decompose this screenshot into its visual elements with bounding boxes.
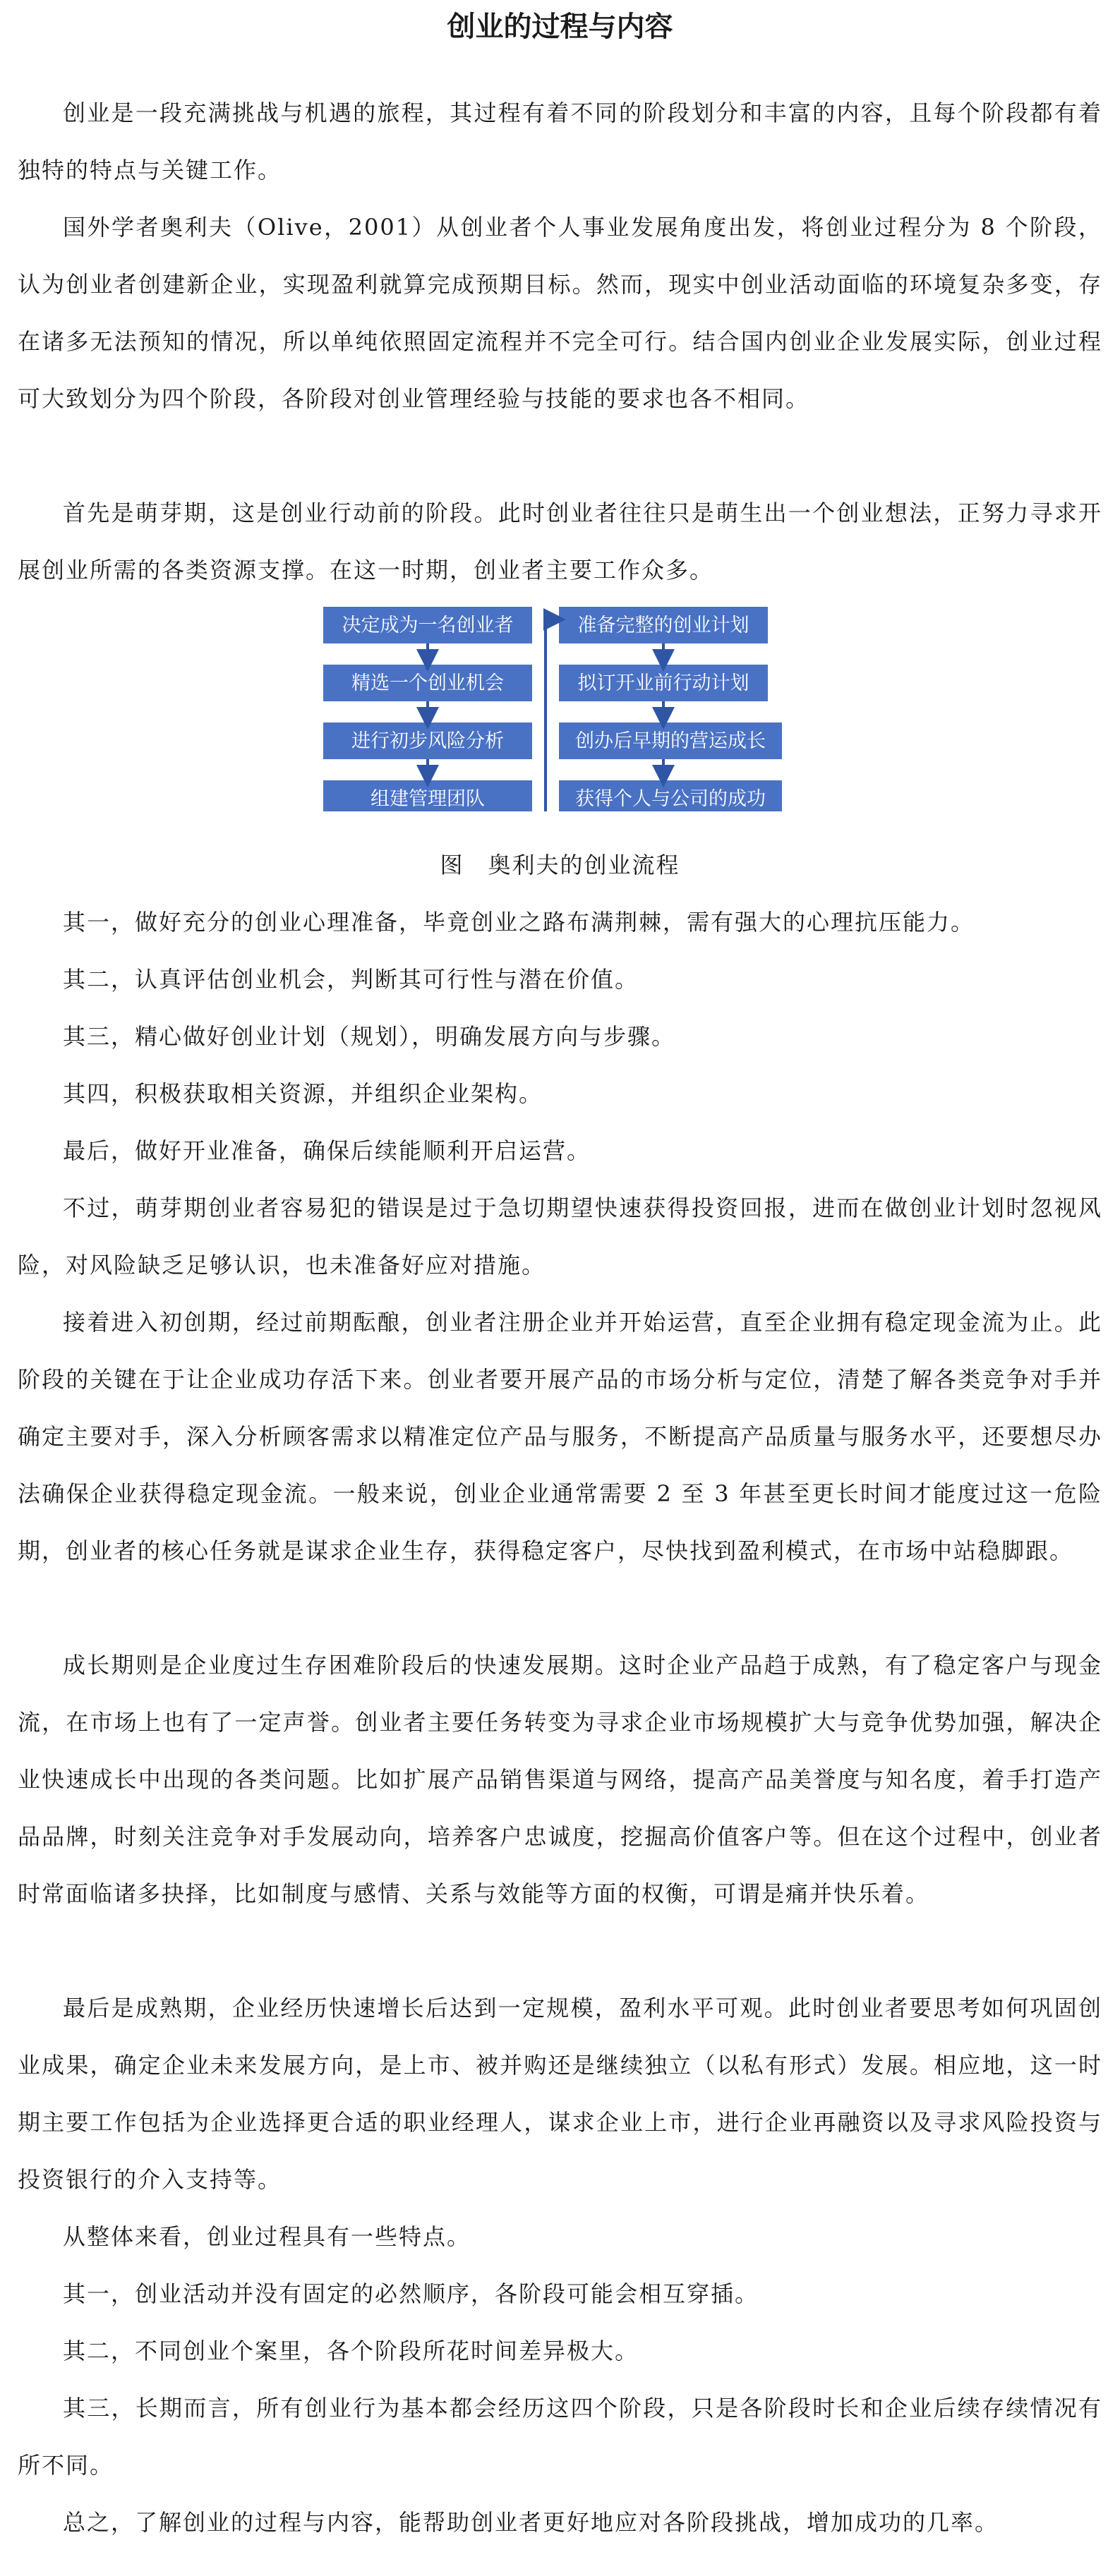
paragraph-intro: 创业是一段充满挑战与机遇的旅程，其过程有着不同的阶段划分和丰富的内容，且每个阶段都有着独特的特点与关键工作。 — [18, 99, 1102, 183]
paragraph-point-4: 其四，积极获取相关资源，并组织企业架构。 — [63, 1080, 543, 1107]
right-step-4 — [559, 780, 782, 811]
right-step-4-label: 获得个人与公司的成功 — [575, 788, 766, 810]
left-step-2 — [323, 665, 532, 701]
paragraph-growth-stage: 成长期则是企业度过生存困难阶段后的快速发展期。这时企业产品趋于成熟，有了稳定客户与现金流，在市场上也有了一定声誉。创业者主要任务转变为寻求企业市场规模扩大与竞争优势加强，解决企业快速成长中出现的各类问题。比如扩展产品销售渠道与网络，提高产品美誉度与知名度，着手打造产品品牌，时刻关注竞争对手发展动向，培养客户忠诚度，挖掘高价值客户等。但在这个过程中，创业者时常面临诸多抉择，比如制度与感情、关系与效能等方面的权衡，可谓是痛并快乐着。 — [18, 1652, 1102, 1907]
left-step-4 — [323, 780, 532, 811]
paragraph-sprout-mistake: 不过，萌芽期创业者容易犯的错误是过于急切期望快速获得投资回报，进而在做创业计划时忽视风险，对风险缺乏足够认识，也未准备好应对措施。 — [18, 1195, 1102, 1278]
figure-caption: 图 奥利夫的创业流程 — [440, 852, 680, 878]
left-step-1 — [323, 607, 532, 643]
document-title: 创业的过程与内容 — [447, 10, 673, 43]
olive-process-figure — [0, 607, 1120, 811]
right-step-2 — [559, 665, 768, 701]
right-step-3 — [559, 722, 782, 759]
paragraph-sprout: 首先是萌芽期，这是创业行动前的阶段。此时创业者往往只是萌生出一个创业想法，正努力寻求开展创业所需的各类资源支撑。在这一时期，创业者主要工作众多。 — [18, 500, 1102, 583]
paragraph-feature-2: 其二，不同创业个案里，各个阶段所花时间差异极大。 — [63, 2338, 639, 2364]
right-step-1 — [559, 607, 768, 643]
paragraph-point-last: 最后，做好开业准备，确保后续能顺利开启运营。 — [63, 1137, 591, 1164]
paragraph-conclusion: 总之，了解创业的过程与内容，能帮助创业者更好地应对各阶段挑战，增加成功的几率。 — [63, 2509, 999, 2536]
paragraph-point-1: 其一，做好充分的创业心理准备，毕竟创业之路布满荆棘，需有强大的心理抗压能力。 — [63, 909, 975, 936]
left-step-1-label: 决定成为一名创业者 — [342, 615, 514, 636]
left-step-2-label: 精选一个创业机会 — [351, 672, 504, 694]
right-step-1-label: 准备完整的创业计划 — [577, 615, 749, 636]
process-flowchart — [0, 607, 1120, 811]
paragraph-feature-1: 其一，创业活动并没有固定的必然顺序，各阶段可能会相互穿插。 — [63, 2280, 759, 2307]
paragraph-startup-stage: 接着进入初创期，经过前期酝酿，创业者注册企业并开始运营，直至企业拥有稳定现金流为止。此阶段的关键在于让企业成功存活下来。创业者要开展产品的市场分析与定位，清楚了解各类竞争对手并确定主要对手，深入分析顾客需求以精准定位产品与服务，不断提高产品质量与服务水平，还要想尽办法确保企业获得稳定现金流。一般来说，创业企业通常需要 2 至 3 年甚至更长时间才能度过这一危险期，创业者的核心任务就是谋求企业生存，获得稳定客户，尽快找到盈利模式，在市场中站稳脚跟。 — [18, 1309, 1102, 1564]
left-step-4-label: 组建管理团队 — [371, 788, 485, 810]
left-step-3 — [323, 722, 532, 759]
right-step-2-label: 拟订开业前行动计划 — [577, 672, 749, 694]
paragraph-olive: 国外学者奥利夫（Olive，2001）从创业者个人事业发展角度出发，将创业过程分为 8 个阶段，认为创业者创建新企业，实现盈利就算完成预期目标。然而，现实中创业活动面临的环境复杂多变，存在诸多无法预知的情况，所以单纯依照固定流程并不完全可行。结合国内创业企业发展实际，创业过程可大致划分为四个阶段，各阶段对创业管理经验与技能的要求也各不相同。 — [18, 214, 1102, 412]
paragraph-feature-3: 其三，长期而言，所有创业行为基本都会经历这四个阶段，只是各阶段时长和企业后续存续情况有所不同。 — [18, 2395, 1102, 2479]
paragraph-features-intro: 从整体来看，创业过程具有一些特点。 — [63, 2223, 471, 2250]
paragraph-point-2: 其二，认真评估创业机会，判断其可行性与潜在价值。 — [63, 966, 639, 993]
left-step-3-label: 进行初步风险分析 — [351, 730, 504, 752]
right-step-3-label: 创办后早期的营运成长 — [575, 730, 766, 752]
paragraph-mature-stage: 最后是成熟期，企业经历快速增长后达到一定规模，盈利水平可观。此时创业者要思考如何巩固创业成果，确定企业未来发展方向，是上市、被并购还是继续独立（以私有形式）发展。相应地，这一时期主要工作包括为企业选择更合适的职业经理人，谋求企业上市，进行企业再融资以及寻求风险投资与投资银行的介入支持等。 — [18, 1995, 1102, 2193]
paragraph-point-3: 其三，精心做好创业计划（规划），明确发展方向与步骤。 — [63, 1023, 676, 1050]
